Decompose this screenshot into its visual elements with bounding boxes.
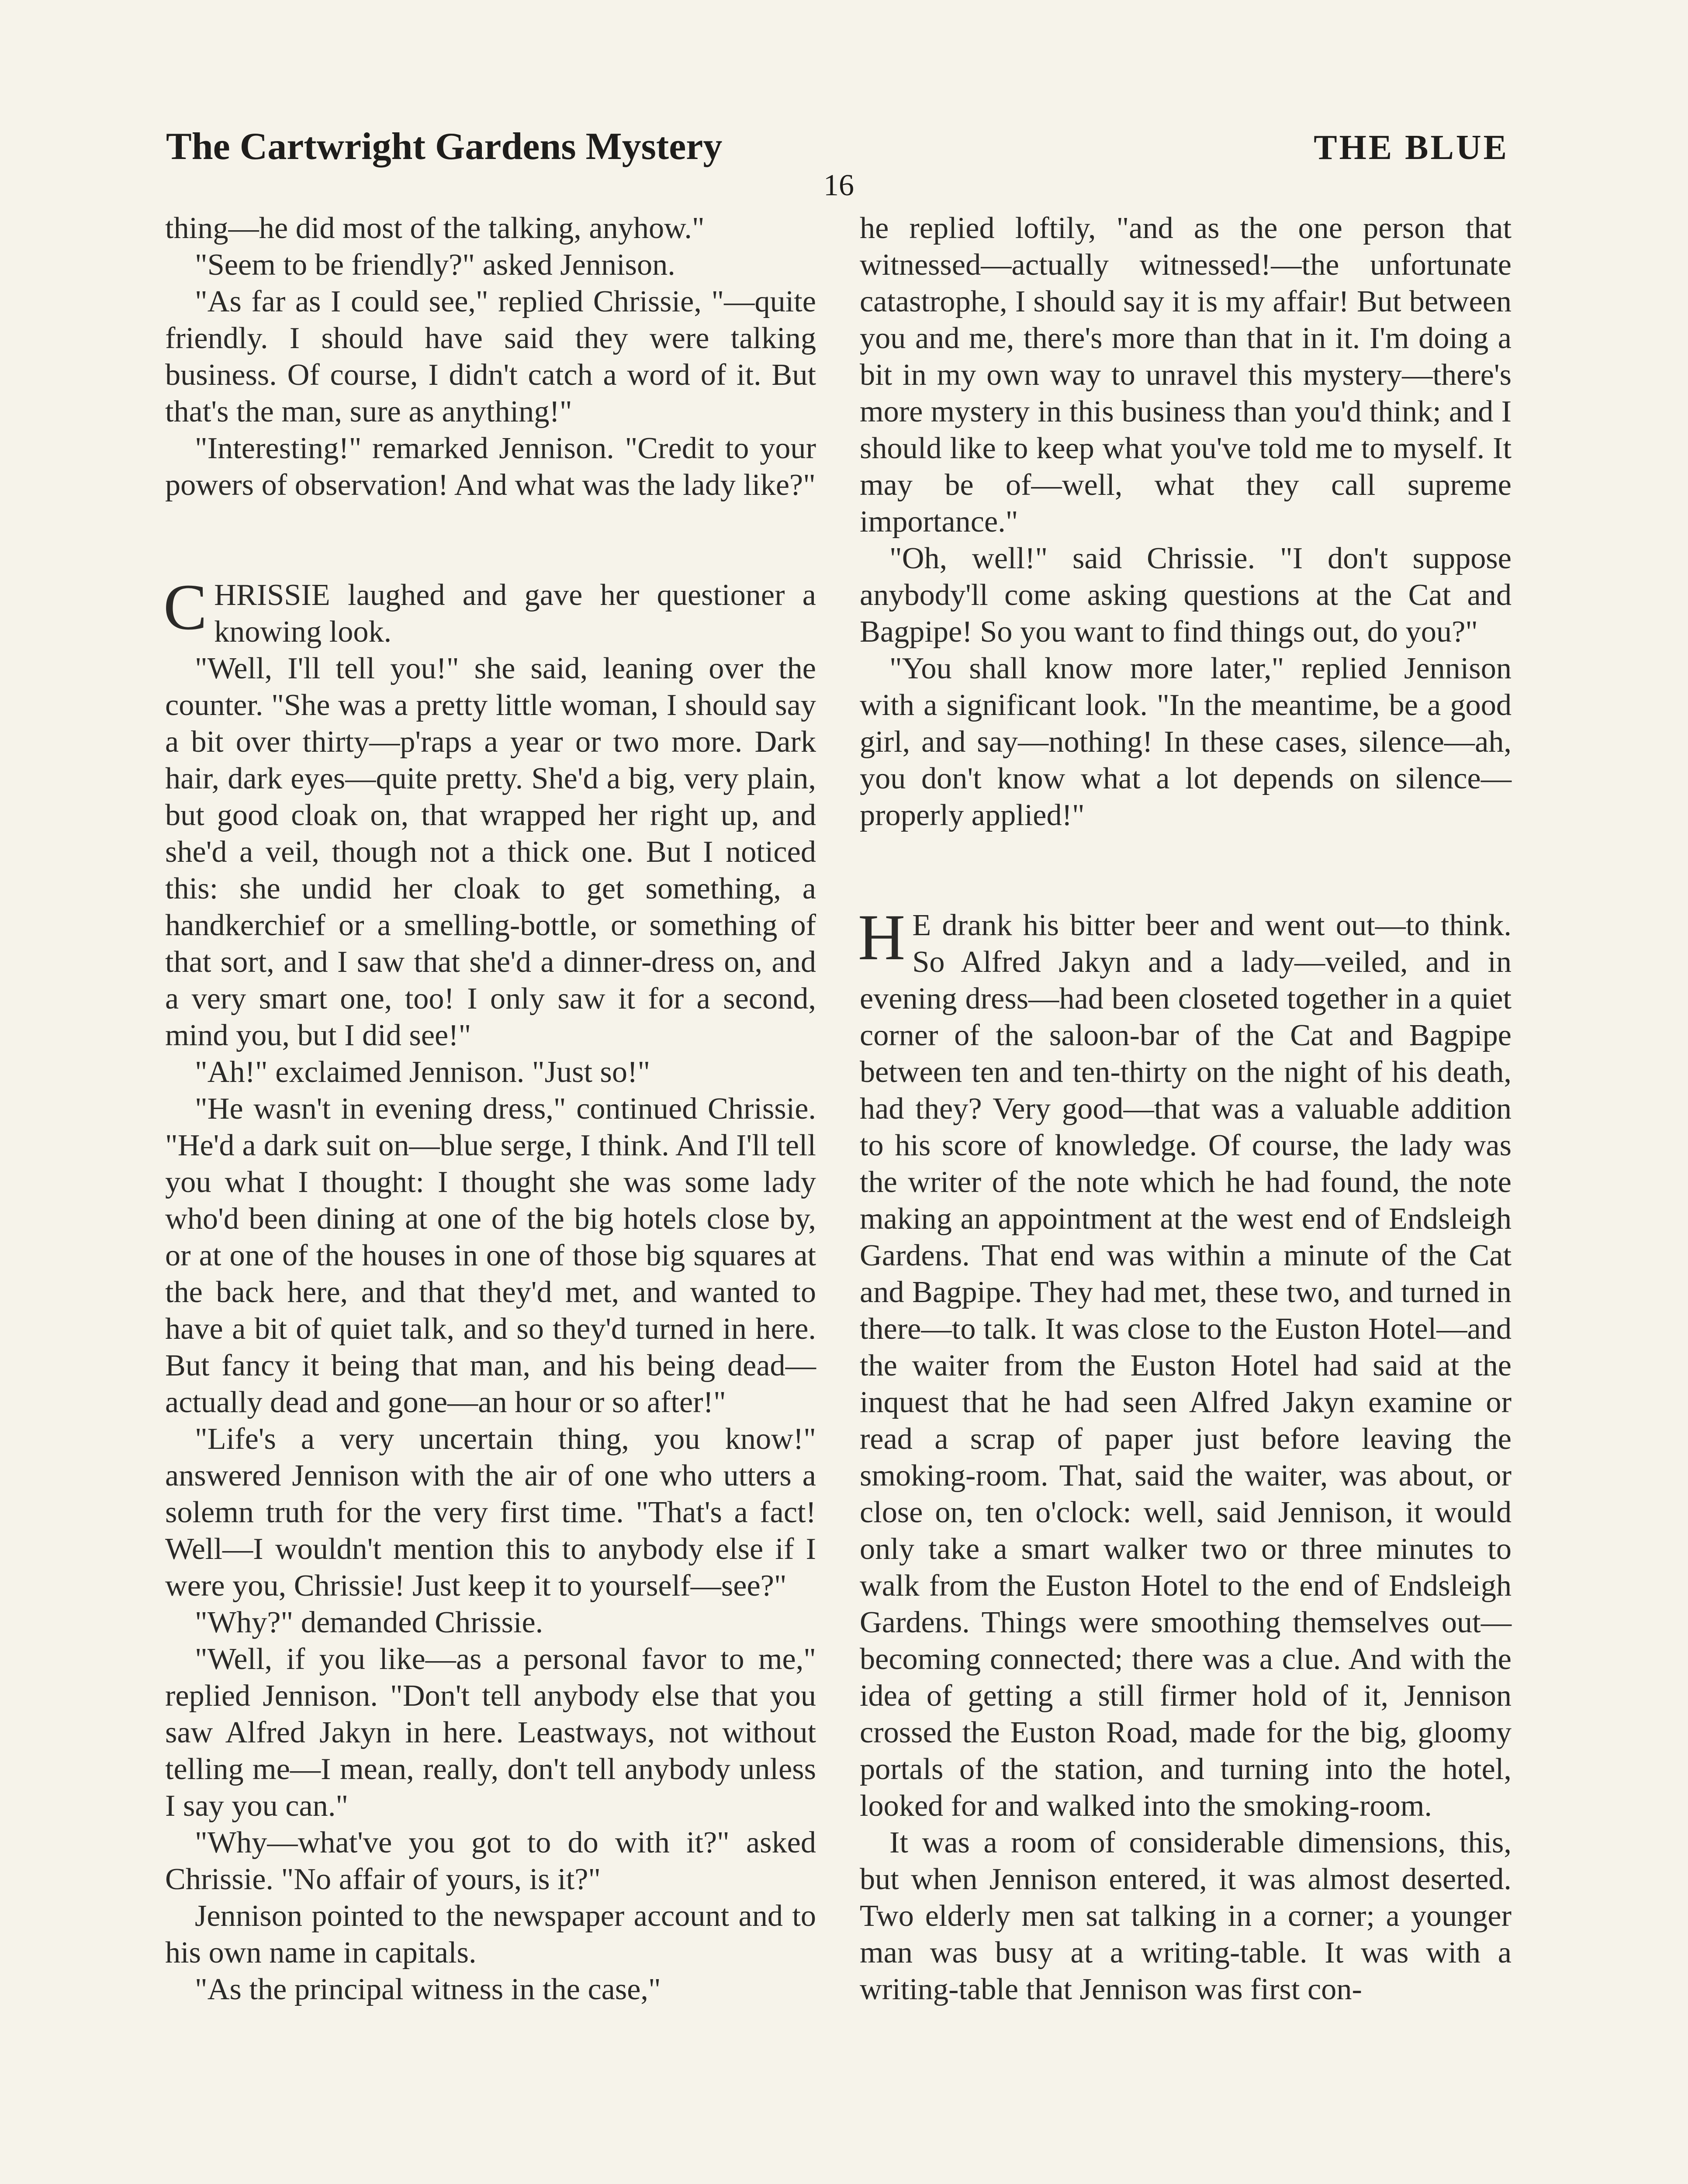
paragraph: "Well, I'll tell you!" she said, leaning over the counter. "She was a pretty little woman, I should say a bit over thirty—p'raps a year or two more. Dark hair, dark eyes—quite pretty. She'd a big, very plain, but good cloak on, that wrapped her right up, and she'd a veil, though not a thick one. But I noticed this: she undid her cloak to get something, a handkerchief or a smelling-bottle, or something of that sort, and I saw that she'd a dinner-dress on, and a very smart one, too! I only saw it for a second, mind you, but I did see!" [165, 651, 816, 1052]
paragraph: "He wasn't in evening dress," continued Chrissie. "He'd a dark suit on—blue serge, I think. And I'll tell you what I thought: I thought she was some lady who'd been dining at one of the big hotels close by, or at one of the houses in one of those big squares at the back here, and that they'd met, and wanted to have a bit of quiet talk, and so they'd turned in here. But fancy it being that man, and his being dead—actually dead and gone—an hour or so after!" [165, 1092, 816, 1419]
paragraph-text: HRISSIE laughed and gave her questioner a knowing look. [214, 578, 816, 649]
paragraph: thing—he did most of the talking, anyhow." [165, 211, 705, 245]
drop-cap: C [163, 571, 208, 643]
paragraph: "Oh, well!" said Chrissie. "I don't suppose anybody'll come asking questions at the Cat and Bagpipe! So you want to find things out, do you?" [860, 541, 1512, 649]
paragraph: It was a room of considerable dimensions, this, but when Jennison entered, it was almost deserted. Two elderly men sat talking in a corner; a younger man was busy at a writing-table. It was with a writing-table that Jennison was first con- [860, 1825, 1512, 2006]
story-title: The Cartwright Gardens Mystery [166, 125, 723, 168]
paragraph: "Interesting!" remarked Jennison. "Credit to your powers of observation! And what was the lady like?" [165, 431, 816, 502]
paragraph: "Seem to be friendly?" asked Jennison. [195, 248, 675, 282]
paragraph: "As far as I could see," replied Chrissie, "—quite friendly. I should have said they were talking business. Of course, I didn't catch a word of it. But that's the man, sure as anything!" [165, 284, 816, 429]
paragraph: "You shall know more later," replied Jennison with a significant look. "In the meantime, be a good girl, and say—nothing! In these cases, silence—ah, you don't know what a lot depends on silence—properly applied!" [860, 651, 1512, 832]
paragraph: "Why—what've you got to do with it?" asked Chrissie. "No affair of yours, is it?" [165, 1825, 816, 1896]
page-number: 16 [823, 169, 854, 202]
left-column [165, 210, 816, 2008]
running-header [166, 124, 1509, 169]
paragraph: Jennison pointed to the newspaper account and to his own name in capitals. [165, 1899, 816, 1970]
paragraph: he replied loftily, "and as the one person that witnessed—actually witnessed!—the unfortunate catastrophe, I should say it is my affair! But between you and me, there's more than that in it. I'm doing a bit in my own way to unravel this mystery—there's more mystery in this business than you'd think; and I should like to keep what you've told me to myself. It may be of—well, what they call supreme importance." [860, 211, 1512, 539]
paragraph: "Ah!" exclaimed Jennison. "Just so!" [195, 1055, 650, 1089]
drop-cap: H [858, 901, 906, 974]
paragraph: "Life's a very uncertain thing, you know!" answered Jennison with the air of one who utters a solemn truth for the very first time. "That's a fact! Well—I wouldn't mention this to anybody else if I were you, Chrissie! Just keep it to yourself—see?" [165, 1422, 816, 1603]
magazine-name: THE BLUE [1314, 128, 1509, 167]
paragraph: "As the principal witness in the case," [195, 1972, 661, 2006]
section-opening-paragraph [163, 571, 816, 650]
section-opening-paragraph [858, 901, 1512, 1824]
right-column [860, 210, 1512, 2008]
paragraph-text: E drank his bitter beer and went out—to think. So Alfred Jakyn and a lady—veiled, and in evening dress—had been closeted together in a quiet corner of the saloon-bar of the Cat and Bagpipe between ten and ten-thirty on the night of his death, had they? Very good—that was a valuable addition to his score of knowledge. Of course, the lady was the writer of the note which he had found, the note making an appointment at the west end of Endsleigh Gardens. That end was within a minute of the Cat and Bagpipe. They had met, these two, and turned in there—to talk. It was close to the Euston Hotel—and the waiter from the Euston Hotel had said at the inquest that he had seen Alfred Jakyn examine or read a scrap of paper just before leaving the smoking-room. That, said the waiter, was about, or close on, ten o'clock: well, said Jennison, it would only take a smart walker two or three minutes to walk from the Euston Hotel to the end of Endsleigh Gardens. Things were smoothing themselves out—becoming connected; there was a clue. And with the idea of getting a still firmer hold of it, Jennison crossed the Euston Road, made for the big, gloomy portals of the station, and turning into the hotel, looked for and walked into the smoking-room. [860, 908, 1512, 1823]
paragraph: "Why?" demanded Chrissie. [195, 1605, 543, 1639]
paragraph: "Well, if you like—as a personal favor to me," replied Jennison. "Don't tell anybody else that you saw Alfred Jakyn in here. Leastways, not without telling me—I mean, really, don't tell anybody unless I say you can." [165, 1642, 816, 1823]
